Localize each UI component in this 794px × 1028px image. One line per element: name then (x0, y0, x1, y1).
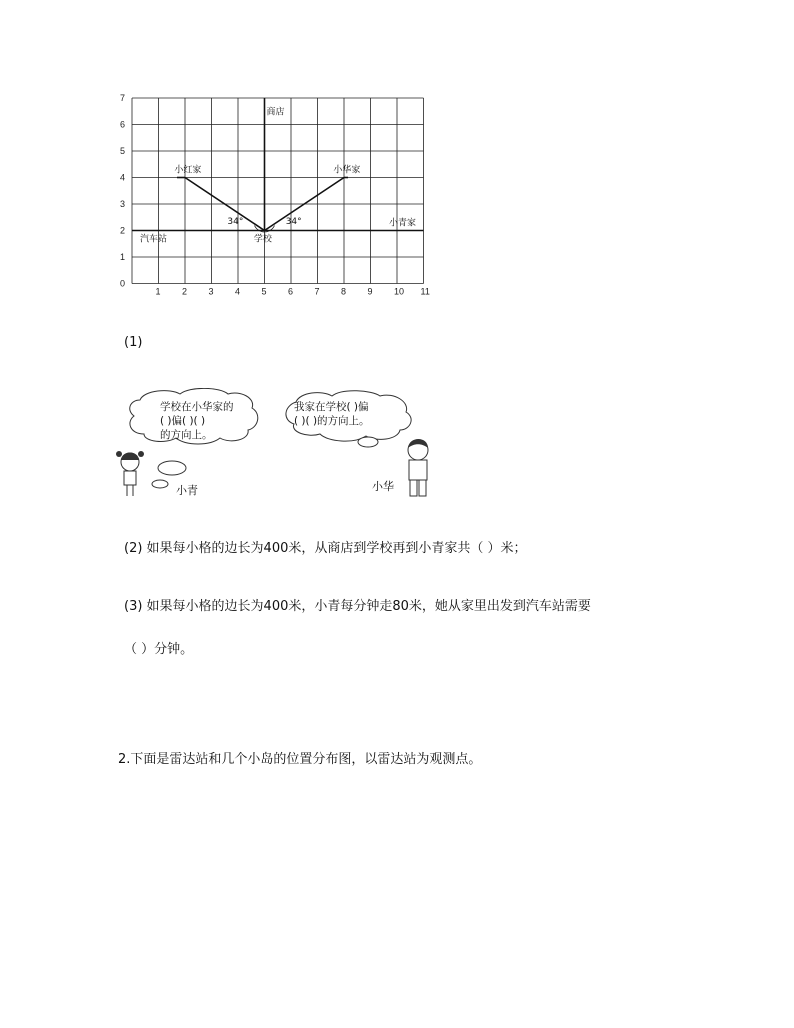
girl-figure (116, 451, 144, 496)
tick-labels (120, 93, 430, 297)
question-3-line-1: (3) 如果每小格的边长为400米，小青每分钟走80米，她从家里出发到汽车站需要 (124, 599, 591, 614)
grid-map-figure (110, 88, 430, 302)
problem-2-text: 2.下面是雷达站和几个小岛的位置分布图，以雷达站为观测点。 (118, 752, 482, 767)
question-3-line-2: （ ）分钟。 (124, 642, 194, 657)
left-bubble-line-2: ( )偏( )( ) (160, 415, 206, 427)
right-bubble-line-2: ( )( )的方向上。 (294, 415, 370, 427)
y-tick-label: 5 (120, 146, 126, 156)
x-tick-label: 9 (367, 286, 373, 297)
y-tick-label: 2 (120, 225, 126, 236)
x-tick-label: 3 (208, 286, 214, 297)
angle-label-left: 34° (227, 217, 244, 228)
left-bubble-line-1: 学校在小华家的 (160, 401, 234, 413)
x-tick-label: 8 (341, 286, 347, 297)
label-shop: 商店 (266, 107, 285, 118)
thought-bubble-small (158, 461, 186, 475)
question-2-text: (2) 如果每小格的边长为400米，从商店到学校再到小青家共（ ）米； (124, 541, 527, 556)
x-tick-label: 10 (394, 286, 405, 297)
name-label-xiaohua: 小华 (372, 480, 394, 493)
x-tick-label: 6 (288, 286, 294, 297)
label-xiaohong-home: 小红家 (174, 165, 202, 176)
angle-label-right: 34° (285, 217, 302, 228)
y-tick-label: 1 (120, 252, 126, 262)
x-tick-label: 2 (182, 286, 188, 297)
y-tick-label: 0 (120, 278, 126, 289)
thought-bubble-right (358, 437, 378, 447)
right-bubble-line-1: 我家在学校( )偏 (294, 401, 369, 413)
y-tick-label: 7 (120, 93, 126, 103)
thought-bubble-tiny (152, 480, 168, 488)
grid-lines (132, 98, 424, 284)
label-xiaoqing-home: 小青家 (389, 218, 417, 229)
label-bus-station: 汽车站 (139, 234, 167, 245)
x-tick-label: 1 (155, 286, 161, 297)
x-tick-label: 5 (261, 286, 267, 297)
place-labels (140, 105, 416, 244)
label-school: 学校 (253, 234, 272, 245)
y-tick-label: 4 (120, 172, 126, 183)
x-tick-label: 11 (420, 286, 430, 297)
name-label-xiaoqing: 小青 (176, 484, 198, 497)
question-1-number: (1) (124, 335, 143, 350)
x-tick-label: 4 (235, 286, 241, 297)
y-tick-label: 6 (120, 119, 126, 130)
label-xiaohua-home: 小华家 (333, 165, 361, 176)
boy-figure (408, 439, 428, 496)
y-tick-label: 3 (120, 199, 126, 209)
x-tick-label: 7 (314, 286, 320, 297)
left-bubble-line-3: 的方向上。 (160, 429, 213, 441)
